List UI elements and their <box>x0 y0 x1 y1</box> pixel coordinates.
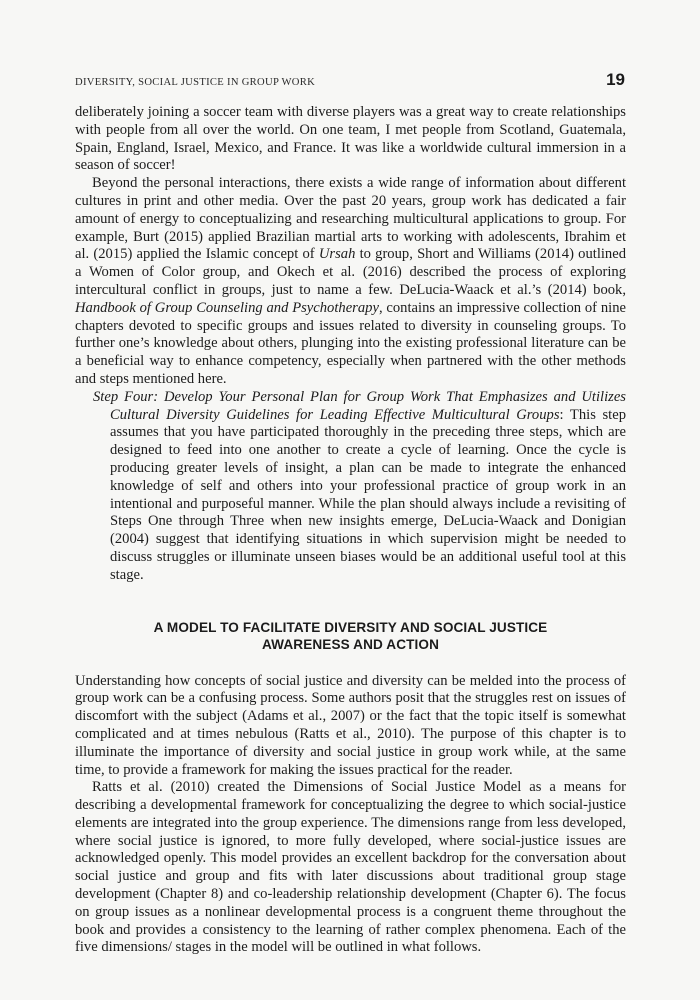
page-number: 19 <box>606 70 625 89</box>
step-four-paragraph <box>75 389 626 585</box>
running-head: DIVERSITY, SOCIAL JUSTICE IN GROUP WORK <box>75 77 316 88</box>
paragraph-text: Beyond the personal interactions, there exists a wide range of information about different cultures in print and other media. Over the past 20 years, group work has dedicated a fair amount of energy to conceptualizing and researching multicultural applications to group. For example, Burt (2015) applied Brazilian martial arts to working with adolescents, Ibrahim et al. (2015) applied the Islamic concept of <box>75 175 626 263</box>
paragraph-media-literature <box>75 175 626 389</box>
paragraph-text: , contains an impressive collection of nine chapters devoted to specific groups and issues related to diversity in counseling groups. To further one’s knowledge about others, plunging into the existing professional literature can be a beneficial way to enhance competency, especially when partnered with the other methods and steps mentioned here. <box>75 299 626 387</box>
paragraph-ratts-model: Ratts et al. (2010) created the Dimensions of Social Justice Model as a means for describing a developmental framework for conceptualizing the degree to which social-justice elements are integrated into the group experience. The dimensions range from less developed, where social justice is ignored, to more fully developed, where social-justice issues are acknowledged openly. This model provides an excellent backdrop for the conversation about social justice and group and fits with later discussions about traditional group stage development (Chapter 8) and co-leadership relationship development (Chapter 6). The focus on group issues as a nonlinear developmental process is a congruent theme throughout the book and provides a consistency to the learning of rather complex phenomena. Each of the five dimensions/ stages in the model will be outlined in what follows. <box>75 779 626 956</box>
step-four-lead: Step Four: Develop Your Personal Plan for Group Work That Emphasizes and Utilizes Cultural Diversity Guidelines for Leading Effective Multicultural Groups <box>93 388 626 423</box>
paragraph-continuation: deliberately joining a soccer team with diverse players was a great way to create relationships with people from all over the world. On one team, I met people from Scotland, Guatemala, Spain, England, Israel, Mexico, and France. It was like a worldwide cultural immersion in a season of soccer! <box>75 104 626 174</box>
page-body <box>75 104 626 957</box>
step-four-text: : This step assumes that you have participated thoroughly in the preceding three steps, which are designed to feed into one another to create a cycle of learning. Once the cycle is producing greater levels of insight, a plan can be made to integrate the enhanced knowledge of self and others into your professional practice of group work in an intentional and purposeful manner. While the plan should always include a revisiting of Steps One through Three when new insights emerge, DeLucia-Waack and Donigian (2004) suggest that identifying situations in which supervision might be needed to discuss struggles or illuminate unseen biases would be an additional useful tool at this stage. <box>110 406 626 583</box>
section-heading-line: AWARENESS AND ACTION <box>262 636 439 652</box>
italic-term: Ursah <box>318 246 356 263</box>
book-title: Handbook of Group Counseling and Psychotherapy <box>75 299 379 316</box>
paragraph-understanding: Understanding how concepts of social justice and diversity can be melded into the process of group work can be a confusing process. Some authors posit that the struggles rest on issues of discomfort with the subject (Adams et al., 2007) or the fact that the topic itself is somewhat complicated and at times nebulous (Ratts et al., 2010). The purpose of this chapter is to illuminate the importance of diversity and social justice in group work while, at the same time, to provide a framework for making the issues practical for the reader. <box>75 672 626 778</box>
paragraph-text: to group, Short and Williams (2014) outlined a Women of Color group, and Okech et al. (2016) described the process of exploring intercultural conflict in groups, just to name a few. DeLucia-Waack et al.’s (2014) book, <box>75 246 627 298</box>
section-heading <box>75 619 626 653</box>
section-heading-line: A MODEL TO FACILITATE DIVERSITY AND SOCIAL JUSTICE <box>153 619 548 635</box>
